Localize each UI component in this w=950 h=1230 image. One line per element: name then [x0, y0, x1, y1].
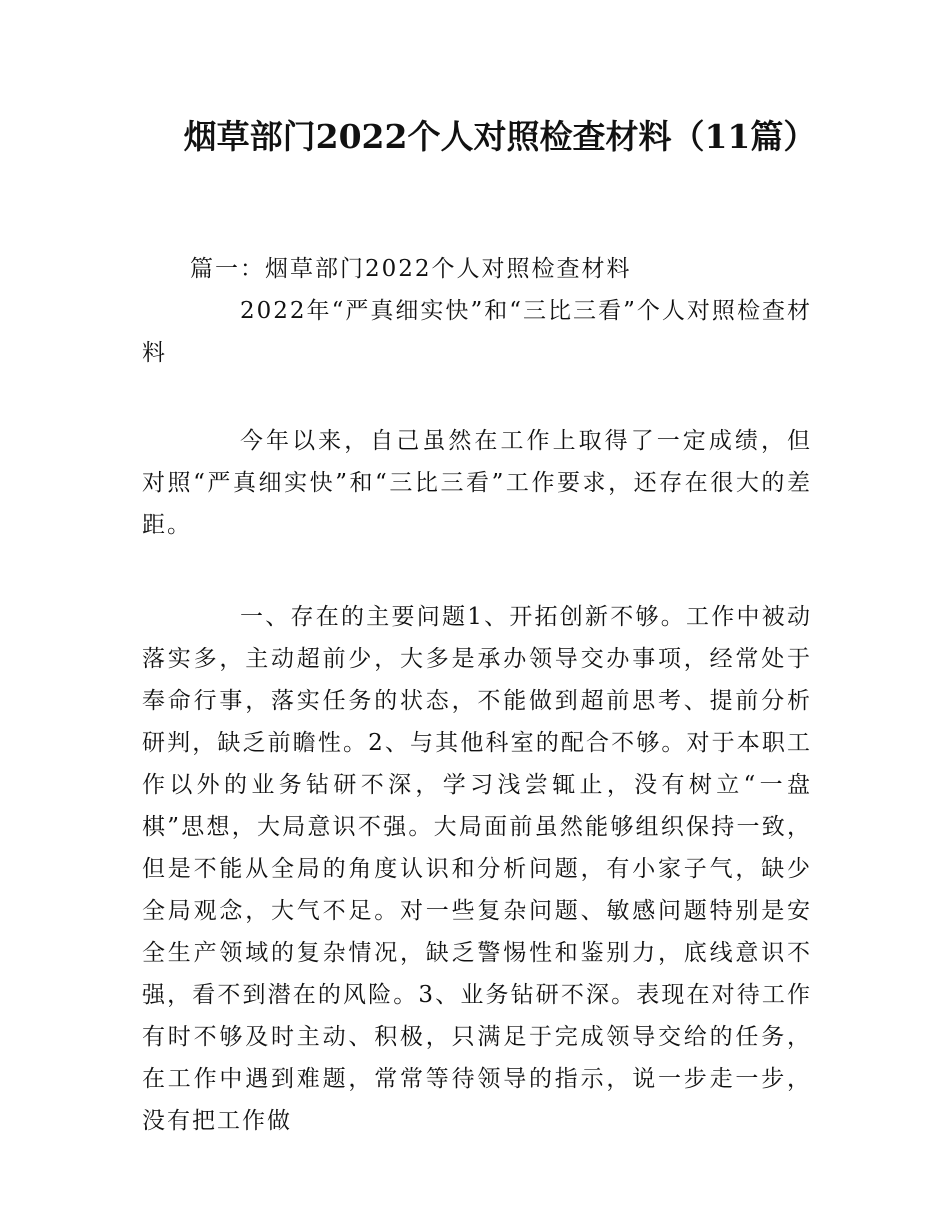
section-heading: 篇一：烟草部门2022个人对照检查材料	[190, 256, 632, 282]
paragraph-intro: 今年以来，自己虽然在工作上取得了一定成绩，但对照“严真细实快”和“三比三看”工作要求，还存在很大的差距。	[142, 428, 812, 538]
paragraph-main: 一、存在的主要问题1、开拓创新不够。工作中被动落实多，主动超前少，大多是承办领导交办事项，经常处于奉命行事，落实任务的状态，不能做到超前思考、提前分析研判，缺乏前瞻性。2、与其他科室的配合不够。对于本职工作以外的业务钻研不深，学习浅尝辄止，没有树立“一盘棋”思想，大局意识不强。大局面前虽然能够组织保持一致，但是不能从全局的角度认识和分析问题，有小家子气，缺少全局观念，大气不足。对一些复杂问题、敏感问题特别是安全生产领域的复杂情况，缺乏警惕性和鉴别力，底线意识不强，看不到潜在的风险。3、业务钻研不深。表现在对待工作有时不够及时主动、积极，只满足于完成领导交给的任务，在工作中遇到难题，常常等待领导的指示，说一步走一步，没有把工作做	[142, 604, 812, 1134]
section-block	[142, 248, 812, 374]
section-subtitle: 2022年“严真细实快”和“三比三看”个人对照检查材料	[142, 298, 812, 366]
document-title: 烟草部门2022个人对照检查材料（11篇）	[183, 117, 817, 156]
